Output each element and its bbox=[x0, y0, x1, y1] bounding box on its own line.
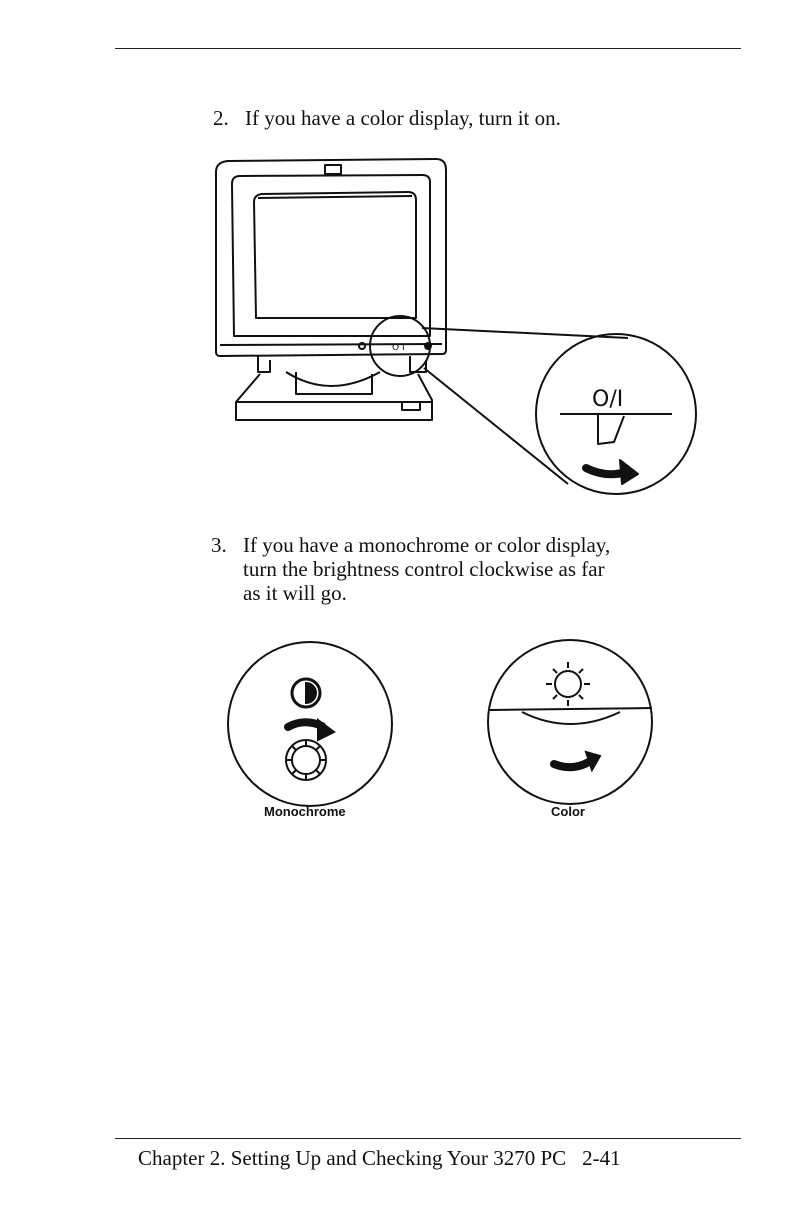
color-display-illustration bbox=[200, 150, 720, 510]
page-number: 2-41 bbox=[582, 1146, 621, 1170]
step-text: If you have a color display, turn it on. bbox=[245, 106, 561, 130]
power-switch-label: O/I bbox=[592, 387, 624, 412]
step-text: If you have a monochrome or color display, turn the brightness control clockwise as far as it will go. bbox=[243, 533, 611, 605]
svg-text:O I: O I bbox=[392, 343, 405, 353]
chapter-title: Chapter 2. Setting Up and Checking Your 3270 PC bbox=[138, 1146, 567, 1170]
monochrome-caption: Monochrome bbox=[264, 804, 346, 819]
footer-rule bbox=[115, 1138, 741, 1139]
top-rule bbox=[115, 48, 741, 49]
monochrome-brightness-illustration bbox=[222, 636, 398, 812]
color-caption: Color bbox=[551, 804, 585, 819]
step-2 bbox=[213, 106, 673, 136]
step-number: 3. bbox=[211, 533, 227, 557]
step-3 bbox=[211, 533, 731, 609]
page-footer bbox=[138, 1146, 621, 1171]
color-brightness-illustration bbox=[482, 632, 658, 808]
step-number: 2. bbox=[213, 106, 229, 130]
